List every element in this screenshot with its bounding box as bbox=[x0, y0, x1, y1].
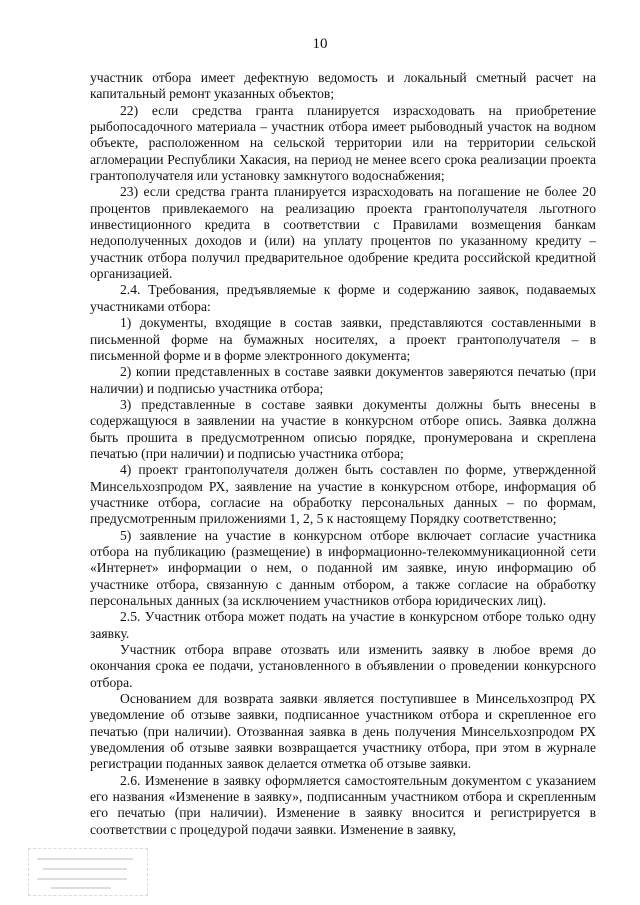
paragraph-item-22: 22) если средства гранта планируется израсходовать на приобретение рыбопосадочного материала – участник отбора имеет рыбоводный участок на водном объекте, расположенном на сельской территории или на территории сельской агломерации Республики Хакасия, на период не менее всего срока реализации проекта грантополучателя или установку замкнутого водоснабжения; bbox=[90, 102, 596, 184]
paragraph-section-2-5: 2.5. Участник отбора может подать на участие в конкурсном отборе только одну заявку. bbox=[90, 609, 596, 641]
paragraph-withdraw-application: Участник отбора вправе отозвать или изменить заявку в любое время до окончания срока ее подачи, установленного в объявлении о проведении конкурсного отбора. bbox=[90, 642, 596, 690]
paragraph-item-1: 1) документы, входящие в состав заявки, представляются составленными в письменной форме на бумажных носителях, а проект грантополучателя – в письменной форме и в форме электронного документа; bbox=[90, 315, 596, 363]
paragraph-item-5: 5) заявление на участие в конкурсном отборе включает согласие участника отбора на публикацию (размещение) в информационно-телекоммуникационной сети «Интернет» информации о нем, о поданной им заявке, иную информацию об участнике отбора, связанную с данным отбором, а также согласие на обработку персональных данных (за исключением участников отбора юридических лиц). bbox=[90, 527, 596, 608]
faded-stamp-mark bbox=[28, 848, 148, 896]
paragraph-item-4: 4) проект грантополучателя должен быть составлен по форме, утвержденной Минсельхозпродом РХ, заявление на участие в конкурсном отборе, информация об участнике отбора, согласие на обработку персональных данных – по формам, предусмотренным приложениями 1, 2, 5 к настоящему Порядку соответственно; bbox=[90, 462, 596, 527]
paragraph-section-2-6: 2.6. Изменение в заявку оформляется самостоятельным документом с указанием его названия «Изменение в заявку», подписанным участником отбора и скрепленным его печатью (при наличии). Изменение в заявку вносится и регистрируется в соответствии с процедурой подачи заявки. Изменение в заявку, bbox=[90, 772, 596, 837]
paragraph-return-grounds: Основанием для возврата заявки является поступившее в Минсельхозпрод РХ уведомление об отзыве заявки, подписанное участником отбора и скрепленное его печатью (при наличии). Отозванная заявка в день получения Минсельхозпродом РХ уведомления об отзыве заявки возвращается участнику отбора, при этом в журнале регистрации поданных заявок делается отметка об отзыве заявки. bbox=[90, 691, 596, 772]
page-number: 10 bbox=[312, 36, 328, 52]
document-body bbox=[90, 70, 596, 838]
paragraph-continuation: участник отбора имеет дефектную ведомость и локальный сметный расчет на капитальный ремонт указанных объектов; bbox=[90, 70, 596, 102]
paragraph-item-2: 2) копии представленных в составе заявки документов заверяются печатью (при наличии) и подписью участника отбора; bbox=[90, 364, 596, 396]
paragraph-item-23: 23) если средства гранта планируется израсходовать на погашение не более 20 процентов привлекаемого на реализацию проекта грантополучателя льготного инвестиционного кредита в соответствии с Правилами возмещения банкам недополученных доходов и (или) на уплату процентов по указанному кредиту – участник отбора получил предварительное одобрение кредита российской кредитной организацией. bbox=[90, 184, 596, 282]
paragraph-item-3: 3) представленные в составе заявки документы должны быть внесены в содержащуюся в заявлении на участие в конкурсном отборе опись. Заявка должна быть прошита в предусмотренном описью порядке, пронумерована и скреплена печатью (при наличии) и подписью участника отбора; bbox=[90, 396, 596, 461]
paragraph-section-2-4: 2.4. Требования, предъявляемые к форме и содержанию заявок, подаваемых участниками отбора: bbox=[90, 282, 596, 314]
